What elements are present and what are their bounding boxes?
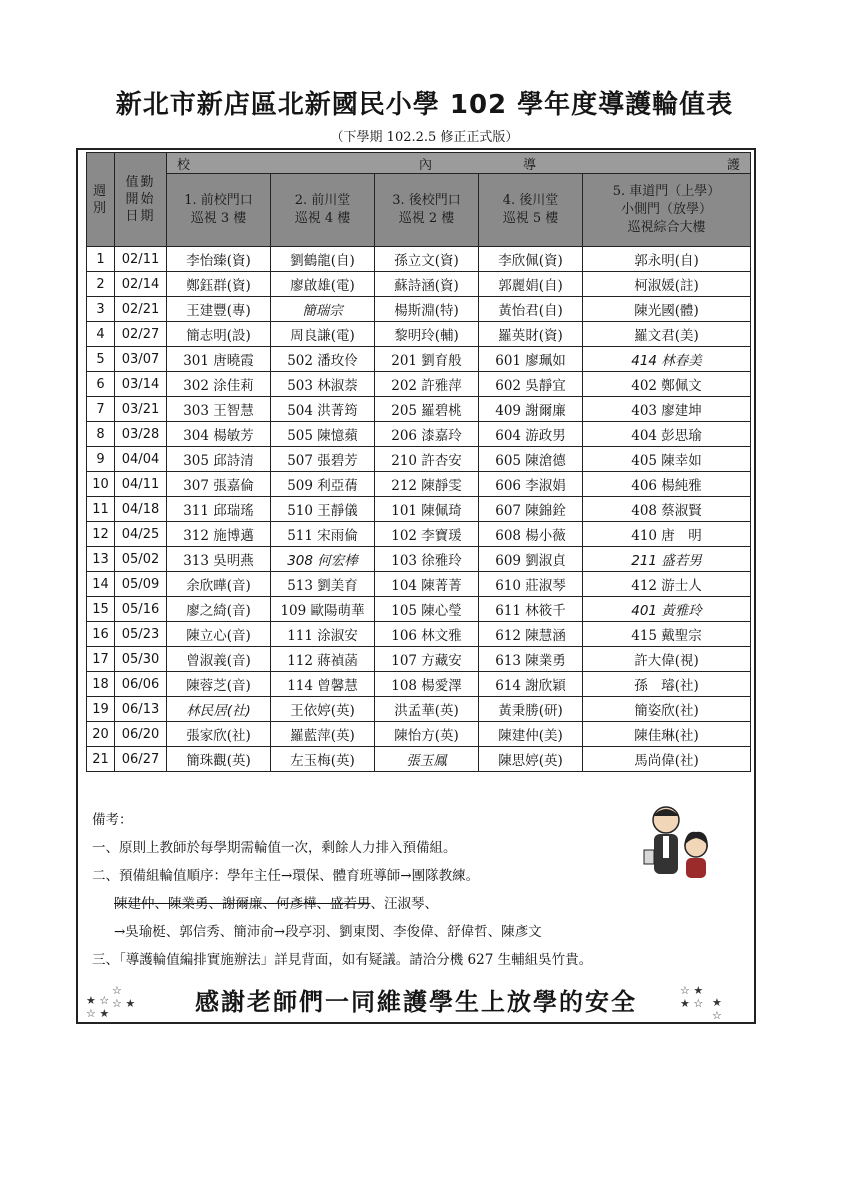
post-2-cell: 513 劉美育 [271,572,375,597]
zone-header-right-a: 導 [479,153,583,174]
date-cell: 03/07 [115,347,167,372]
post-4-cell: 612 陳慧涵 [479,622,583,647]
post-2-cell: 左玉梅(英) [271,747,375,772]
post-2-cell: 簡瑞宗 [271,297,375,322]
post-5-cell: 陳佳琳(社) [583,722,751,747]
week-cell: 10 [87,472,115,497]
date-cell: 03/14 [115,372,167,397]
table-row [87,372,751,397]
post-3-cell: 201 劉育般 [375,347,479,372]
post-5-cell: 孫 璿(社) [583,672,751,697]
date-cell: 05/23 [115,622,167,647]
post-3-cell: 212 陳靜雯 [375,472,479,497]
post-5-cell: 許大偉(視) [583,647,751,672]
table-row [87,322,751,347]
post-1-cell: 廖之綺(音) [167,597,271,622]
week-cell: 1 [87,247,115,272]
date-cell: 02/27 [115,322,167,347]
week-cell: 17 [87,647,115,672]
post-3-cell: 陳怡方(英) [375,722,479,747]
post-2-cell: 109 歐陽萌華 [271,597,375,622]
page-title: 新北市新店區北新國民小學 102 學年度導護輪值表 [115,90,734,120]
post-3-header: 3. 後校門口 巡視 2 樓 [375,174,479,247]
date-cell: 04/04 [115,447,167,472]
post-5-header: 5. 車道門（上學） 小側門（放學） 巡視綜合大樓 [583,174,751,247]
page-subtitle: （下學期 102.2.5 修正正式版） [330,130,519,145]
post-1-cell: 304 楊敏芳 [167,422,271,447]
table-row [87,597,751,622]
post-5-cell: 郭永明(自) [583,247,751,272]
post-4-cell: 609 劉淑貞 [479,547,583,572]
table-row [87,297,751,322]
zone-header-left: 校 [167,153,375,174]
post-4-cell: 黃秉勝(研) [479,697,583,722]
post-3-cell: 101 陳佩琦 [375,497,479,522]
post-1-cell: 305 邱詩清 [167,447,271,472]
post-5-cell: 414 林春美 [583,347,751,372]
post-1-cell: 303 王智慧 [167,397,271,422]
remark-3: 三、「導護輪值編排實施辦法」詳見背面，如有疑議。請洽分機 627 生輔組吳竹貴。 [92,952,593,968]
post-5-cell: 403 廖建坤 [583,397,751,422]
date-cell: 04/25 [115,522,167,547]
star-icon-left: ★ ☆ ☆ ★ [86,994,110,1020]
zone-header-right-b: 護 [583,153,751,174]
table-row [87,272,751,297]
date-cell: 05/30 [115,647,167,672]
table-row [87,647,751,672]
post-2-cell: 502 潘玫伶 [271,347,375,372]
post-1-cell: 余欣曄(音) [167,572,271,597]
post-4-cell: 黃怡君(自) [479,297,583,322]
table-row [87,672,751,697]
table-row [87,247,751,272]
post-4-cell: 602 吳靜宜 [479,372,583,397]
date-cell: 06/20 [115,722,167,747]
week-cell: 5 [87,347,115,372]
post-4-cell: 陳建仲(美) [479,722,583,747]
post-3-cell: 張玉鳳 [375,747,479,772]
post-3-cell: 106 林文雅 [375,622,479,647]
remark-2-struck-names: 陳建仲、陳業勇、謝爾廉、何彥樺、盛若男 [114,896,371,912]
date-cell: 05/09 [115,572,167,597]
teachers-cartoon-icon [636,800,722,886]
post-4-cell: 614 謝欣穎 [479,672,583,697]
post-1-cell: 302 涂佳莉 [167,372,271,397]
post-1-cell: 312 施博邁 [167,522,271,547]
post-1-cell: 307 張嘉倫 [167,472,271,497]
duty-rota-table [86,152,751,772]
remark-1: 一、原則上教師於每學期需輪值一次，剩餘人力排入預備組。 [92,840,457,856]
post-3-cell: 洪孟華(英) [375,697,479,722]
post-4-cell: 613 陳業勇 [479,647,583,672]
table-row [87,572,751,597]
post-5-cell: 406 楊純雅 [583,472,751,497]
post-5-cell: 402 鄭佩文 [583,372,751,397]
post-4-cell: 羅英財(資) [479,322,583,347]
week-header: 週 別 [87,153,115,247]
post-4-cell: 610 莊淑琴 [479,572,583,597]
post-2-cell: 505 陳憶蘋 [271,422,375,447]
post-5-cell: 408 蔡淑賢 [583,497,751,522]
post-1-header: 1. 前校門口 巡視 3 樓 [167,174,271,247]
post-5-cell: 陳光國(體) [583,297,751,322]
date-header: 值勤 開始 日期 [115,153,167,247]
remark-2: 二、預備組輪值順序：學年主任→環保、體育班導師→團隊教練。 [92,868,480,884]
post-2-header: 2. 前川堂 巡視 4 樓 [271,174,375,247]
week-cell: 21 [87,747,115,772]
post-1-cell: 張家欣(社) [167,722,271,747]
star-icon-left-2: ☆ ☆ ★ [112,984,136,1010]
post-5-cell: 405 陳幸如 [583,447,751,472]
post-1-cell: 林民居(社) [167,697,271,722]
post-3-cell: 102 李寶瑗 [375,522,479,547]
post-5-cell: 馬尚偉(社) [583,747,751,772]
table-row [87,722,751,747]
post-3-cell: 105 陳心瑩 [375,597,479,622]
closing-message: 感謝老師們一同維護學生上放學的安全 [195,988,637,1016]
table-row [87,422,751,447]
post-2-cell: 周良謙(電) [271,322,375,347]
post-3-cell: 206 漆嘉玲 [375,422,479,447]
post-2-cell: 509 利亞蒨 [271,472,375,497]
date-cell: 02/14 [115,272,167,297]
rota-body [87,247,751,772]
post-4-cell: 陳思婷(英) [479,747,583,772]
post-3-cell: 202 許雅萍 [375,372,479,397]
week-cell: 13 [87,547,115,572]
table-row [87,497,751,522]
date-cell: 02/11 [115,247,167,272]
post-3-cell: 103 徐雅玲 [375,547,479,572]
week-cell: 16 [87,622,115,647]
star-icon-right-2: ★ ☆ [712,996,722,1022]
post-3-cell: 107 方藏安 [375,647,479,672]
table-row [87,747,751,772]
table-row [87,397,751,422]
post-5-cell: 羅文君(美) [583,322,751,347]
table-row [87,547,751,572]
remark-2-list [92,890,742,918]
post-5-cell: 401 黃雅玲 [583,597,751,622]
table-row [87,447,751,472]
table-row [87,347,751,372]
week-cell: 8 [87,422,115,447]
post-1-cell: 鄭鈺群(資) [167,272,271,297]
week-cell: 6 [87,372,115,397]
post-5-cell: 簡姿欣(社) [583,697,751,722]
post-2-cell: 114 曾馨慧 [271,672,375,697]
date-cell: 05/16 [115,597,167,622]
post-3-cell: 楊斯淵(特) [375,297,479,322]
post-4-cell: 604 游政男 [479,422,583,447]
week-cell: 4 [87,322,115,347]
post-1-cell: 301 唐曉霞 [167,347,271,372]
week-cell: 2 [87,272,115,297]
post-3-cell: 黎明玲(輔) [375,322,479,347]
date-cell: 03/28 [115,422,167,447]
post-1-cell: 曾淑義(音) [167,647,271,672]
post-4-cell: 李欣佩(資) [479,247,583,272]
post-2-cell: 308 何宏棒 [271,547,375,572]
post-1-cell: 簡珠觀(英) [167,747,271,772]
post-4-cell: 409 謝爾廉 [479,397,583,422]
post-2-cell: 112 蔣禎菡 [271,647,375,672]
date-cell: 05/02 [115,547,167,572]
star-icon-right: ☆ ★ ★ ☆ [680,984,704,1010]
post-2-cell: 111 涂淑安 [271,622,375,647]
post-5-cell: 404 彭思瑜 [583,422,751,447]
post-2-cell: 510 王靜儀 [271,497,375,522]
post-2-cell: 廖啟雄(電) [271,272,375,297]
post-4-header: 4. 後川堂 巡視 5 樓 [479,174,583,247]
week-cell: 18 [87,672,115,697]
date-cell: 03/21 [115,397,167,422]
post-3-cell: 蘇詩涵(資) [375,272,479,297]
post-1-cell: 李怡臻(資) [167,247,271,272]
week-cell: 20 [87,722,115,747]
post-1-cell: 311 邱瑞瑤 [167,497,271,522]
table-row [87,697,751,722]
post-4-cell: 601 廖珮如 [479,347,583,372]
post-2-cell: 羅藍萍(英) [271,722,375,747]
week-cell: 15 [87,597,115,622]
post-4-cell: 郭麗娟(自) [479,272,583,297]
post-4-cell: 606 李淑娟 [479,472,583,497]
week-cell: 14 [87,572,115,597]
post-3-cell: 205 羅碧桃 [375,397,479,422]
table-row [87,472,751,497]
post-2-cell: 507 張碧芳 [271,447,375,472]
post-2-cell: 劉鶴龍(自) [271,247,375,272]
date-cell: 04/11 [115,472,167,497]
post-3-cell: 108 楊愛澤 [375,672,479,697]
post-1-cell: 王建豐(專) [167,297,271,322]
zone-header-middle: 內 [375,153,479,174]
remark-2-list-tail: 、汪淑琴、 [370,896,438,912]
post-3-cell: 孫立文(資) [375,247,479,272]
post-1-cell: 簡志明(設) [167,322,271,347]
post-1-cell: 陳立心(音) [167,622,271,647]
post-2-cell: 王依婷(英) [271,697,375,722]
date-cell: 06/27 [115,747,167,772]
remark-2-order: →吳瑜梃、郭信秀、簡沛俞→段亭羽、劉東閔、李俊偉、舒偉哲、陳彥文 [114,924,542,940]
post-4-cell: 605 陳滄德 [479,447,583,472]
week-cell: 19 [87,697,115,722]
week-cell: 11 [87,497,115,522]
post-2-cell: 503 林淑萘 [271,372,375,397]
post-4-cell: 608 楊小薇 [479,522,583,547]
post-2-cell: 504 洪菁筠 [271,397,375,422]
post-3-cell: 210 許杏安 [375,447,479,472]
post-5-cell: 211 盛若男 [583,547,751,572]
date-cell: 06/13 [115,697,167,722]
post-2-cell: 511 宋雨倫 [271,522,375,547]
post-5-cell: 410 唐 明 [583,522,751,547]
post-1-cell: 陳蓉芝(音) [167,672,271,697]
date-cell: 06/06 [115,672,167,697]
date-cell: 04/18 [115,497,167,522]
date-cell: 02/21 [115,297,167,322]
post-1-cell: 313 吳明燕 [167,547,271,572]
week-cell: 3 [87,297,115,322]
table-row [87,522,751,547]
week-cell: 9 [87,447,115,472]
post-4-cell: 611 林筱千 [479,597,583,622]
week-cell: 7 [87,397,115,422]
table-row [87,622,751,647]
post-4-cell: 607 陳錦銓 [479,497,583,522]
post-3-cell: 104 陳菁菁 [375,572,479,597]
post-5-cell: 415 戴聖宗 [583,622,751,647]
post-5-cell: 柯淑媛(註) [583,272,751,297]
remarks-heading: 備考： [92,812,133,828]
week-cell: 12 [87,522,115,547]
post-5-cell: 412 游士人 [583,572,751,597]
